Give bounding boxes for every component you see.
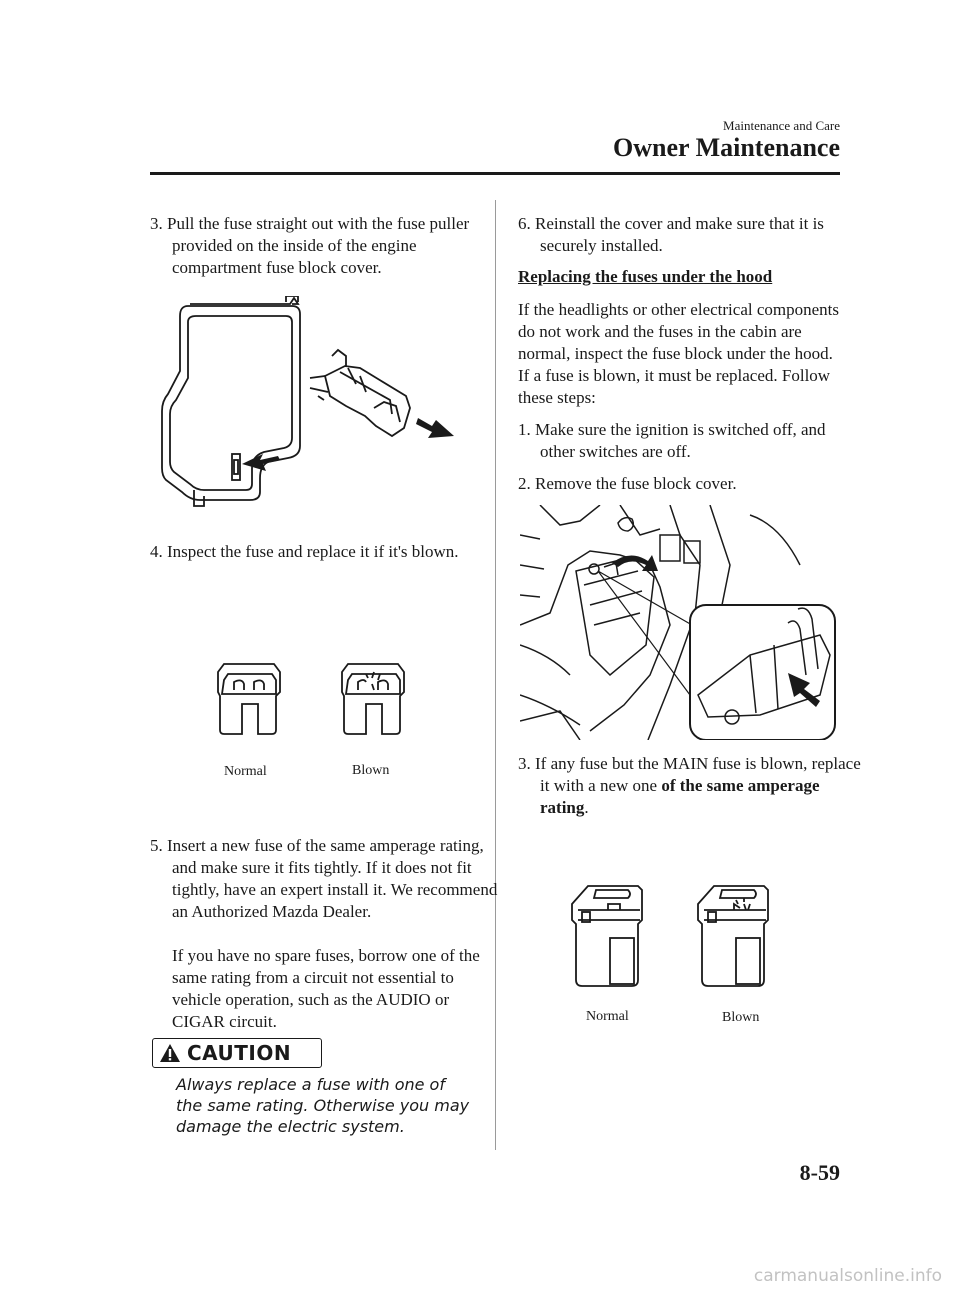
step-5-insert-fuse: 5. Insert a new fuse of the same amperage rating, and make sure it fits tightly. If it does not fit tightly, have an expert install it. We recommend an Authorized Mazda Dealer. bbox=[150, 836, 498, 921]
header-rule bbox=[150, 172, 840, 175]
step-3-pull-fuse: 3. Pull the fuse straight out with the fuse puller provided on the inside of the engine compartment fuse block cover. bbox=[150, 214, 470, 277]
step-3-end: . bbox=[584, 798, 589, 817]
warning-icon bbox=[159, 1043, 181, 1063]
caution-label: CAUTION bbox=[187, 1041, 292, 1065]
step-3-replace-fuse bbox=[518, 753, 862, 819]
fuse-label-normal: Normal bbox=[224, 764, 267, 779]
step-6-reinstall-cover: 6. Reinstall the cover and make sure that it is securely installed. bbox=[518, 214, 824, 255]
step-5-spare-note: If you have no spare fuses, borrow one of the same rating from a circuit not essential to vehicle operation, such as the AUDIO or CIGAR circuit. bbox=[172, 946, 480, 1031]
fuse-block-cover-illustration bbox=[160, 296, 460, 511]
page-number: 8-59 bbox=[799, 1160, 840, 1185]
section-label: Maintenance and Care bbox=[723, 118, 840, 133]
watermark: carmanualsonline.info bbox=[753, 1266, 942, 1286]
caution-text: Always replace a fuse with one of the same rating. Otherwise you may damage the electric system. bbox=[176, 1075, 470, 1136]
under-hood-intro: If the headlights or other electrical components do not work and the fuses in the cabin are normal, inspect the fuse block under the hood. If a fuse is blown, it must be replaced. Follow these steps: bbox=[518, 300, 839, 407]
fuse-label-blown: Blown bbox=[352, 763, 390, 778]
section-heading-under-hood: Replacing the fuses under the hood bbox=[518, 267, 773, 286]
main-fuse-label-blown: Blown bbox=[722, 1010, 760, 1025]
caution-box bbox=[152, 1038, 322, 1068]
step-2-remove-cover: 2. Remove the fuse block cover. bbox=[518, 474, 737, 493]
page-title: Owner Maintenance bbox=[613, 133, 840, 162]
step-4-inspect-fuse: 4. Inspect the fuse and replace it if it's blown. bbox=[150, 542, 459, 561]
engine-fuse-block-illustration bbox=[520, 505, 840, 740]
step-1-ignition-off: 1. Make sure the ignition is switched off, and other switches are off. bbox=[518, 420, 826, 461]
column-divider bbox=[495, 200, 496, 1150]
step-3-text: 3. If any fuse but the MAIN fuse is blown, replace it with a new one bbox=[518, 754, 861, 795]
main-fuse-normal-blown-illustration bbox=[568, 880, 788, 995]
main-fuse-label-normal: Normal bbox=[586, 1009, 629, 1024]
step-3-emphasis: of the same amperage rating bbox=[540, 776, 820, 817]
fuse-normal-blown-illustration bbox=[208, 660, 428, 740]
